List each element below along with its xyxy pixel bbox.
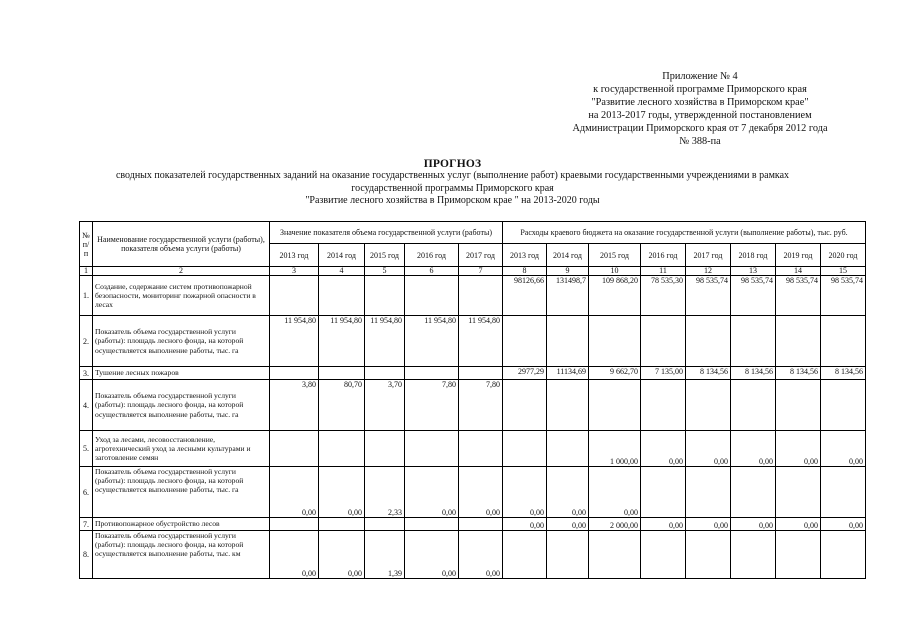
column-number: 8: [503, 267, 547, 276]
value-cell: [405, 367, 459, 380]
title-subtitle: сводных показателей государственных заданий на оказание государственных услуг (выполнение работ) краевыми государственными учреждениями в рамках: [115, 170, 790, 181]
row-number: 1.: [80, 276, 93, 316]
value-cell: 3,70: [365, 380, 405, 431]
value-cell: 0,00: [459, 531, 503, 579]
expense-cell: [503, 531, 547, 579]
expense-cell: 98126,66: [503, 276, 547, 316]
value-cell: 3,80: [270, 380, 319, 431]
expense-cell: [641, 316, 686, 367]
row-number: 7.: [80, 518, 93, 531]
title-main: ПРОГНОЗ: [423, 158, 482, 170]
expense-cell: 8 134,56: [821, 367, 866, 380]
row-name: Показатель объема государственной услуги (работы): площадь лесного фонда, на которой осуществляется выполнение работы, тыс. га: [93, 467, 270, 518]
header-value-year: 2017 год: [459, 244, 503, 267]
table-row: [80, 518, 866, 531]
column-number: 5: [365, 267, 405, 276]
appendix-line: к государственной программе Приморского края: [593, 84, 807, 95]
expense-cell: [731, 380, 776, 431]
header-expense-year: 2014 год: [547, 244, 589, 267]
forecast-table: [79, 221, 866, 579]
expense-cell: [821, 316, 866, 367]
expense-cell: [641, 531, 686, 579]
expense-cell: 0,00: [776, 518, 821, 531]
column-number-row: [80, 267, 866, 276]
value-cell: [319, 367, 365, 380]
expense-cell: [731, 531, 776, 579]
header-col-name: Наименование государственной услуги (работы), показателя объема услуги (работы): [93, 222, 270, 267]
value-cell: [405, 276, 459, 316]
value-cell: [270, 518, 319, 531]
expense-cell: 131498,7: [547, 276, 589, 316]
header-col-no: № п/п: [80, 222, 93, 267]
value-cell: 0,00: [405, 467, 459, 518]
row-number: 2.: [80, 316, 93, 367]
table-row: [80, 431, 866, 467]
column-number: 15: [821, 267, 866, 276]
appendix-line: № 388-па: [679, 136, 721, 147]
value-cell: 2,33: [365, 467, 405, 518]
expense-cell: [589, 316, 641, 367]
expense-cell: [821, 531, 866, 579]
column-number: 7: [459, 267, 503, 276]
header-value-year: 2013 год: [270, 244, 319, 267]
column-number: 4: [319, 267, 365, 276]
header-expense-year: 2019 год: [776, 244, 821, 267]
expense-cell: [547, 380, 589, 431]
expense-cell: [589, 380, 641, 431]
expense-cell: 8 134,56: [776, 367, 821, 380]
header-group-expense: Расходы краевого бюджета на оказание государственной услуги (выполнение работы), тыс. руб.: [503, 222, 866, 244]
expense-cell: 0,00: [821, 431, 866, 467]
expense-cell: 0,00: [589, 467, 641, 518]
row-number: 6.: [80, 467, 93, 518]
table-row: [80, 531, 866, 579]
expense-cell: 11134,69: [547, 367, 589, 380]
expense-cell: [776, 531, 821, 579]
header-expense-year: 2013 год: [503, 244, 547, 267]
expense-cell: [641, 380, 686, 431]
title-subtitle: "Развитие лесного хозяйства в Приморском крае " на 2013-2020 годы: [305, 195, 600, 206]
title-subtitle: государственной программы Приморского края: [351, 182, 554, 194]
expense-cell: 0,00: [641, 518, 686, 531]
value-cell: 11 954,80: [459, 316, 503, 367]
appendix-line: на 2013-2017 годы, утвержденной постановлением: [588, 110, 812, 121]
expense-cell: 9 662,70: [589, 367, 641, 380]
value-cell: [319, 276, 365, 316]
value-cell: 0,00: [270, 531, 319, 579]
value-cell: [319, 518, 365, 531]
expense-cell: [547, 531, 589, 579]
expense-cell: 8 134,56: [686, 367, 731, 380]
expense-cell: 0,00: [641, 431, 686, 467]
table-body: [80, 267, 866, 579]
table-row: [80, 276, 866, 316]
value-cell: [270, 431, 319, 467]
table-row: [80, 316, 866, 367]
value-cell: [365, 367, 405, 380]
expense-cell: 0,00: [503, 518, 547, 531]
expense-cell: 0,00: [686, 431, 731, 467]
row-name: Создание, содержание систем противопожарной безопасности, мониторинг пожарной опасности в лесах: [93, 276, 270, 316]
expense-cell: 7 135,00: [641, 367, 686, 380]
value-cell: [365, 431, 405, 467]
expense-cell: [821, 380, 866, 431]
value-cell: 11 954,80: [319, 316, 365, 367]
column-number: 6: [405, 267, 459, 276]
row-name: Показатель объема государственной услуги (работы): площадь лесного фонда, на которой осуществляется выполнение работы, тыс. га: [93, 380, 270, 431]
row-number: 5.: [80, 431, 93, 467]
expense-cell: 98 535,74: [731, 276, 776, 316]
value-cell: [365, 276, 405, 316]
expense-cell: [503, 380, 547, 431]
expense-cell: 0,00: [547, 467, 589, 518]
row-name: Показатель объема государственной услуги (работы): площадь лесного фонда, на которой осуществляется выполнение работы, тыс. га: [93, 316, 270, 367]
value-cell: 1,39: [365, 531, 405, 579]
appendix-line: "Развитие лесного хозяйства в Приморском крае": [591, 97, 809, 108]
row-name: Показатель объема государственной услуги (работы): площадь лесного фонда, на которой осуществляется выполнение работы, тыс. км: [93, 531, 270, 579]
expense-cell: [686, 380, 731, 431]
row-name: Противопожарное обустройство лесов: [93, 518, 270, 531]
expense-cell: 78 535,30: [641, 276, 686, 316]
expense-cell: [776, 467, 821, 518]
expense-cell: 0,00: [547, 518, 589, 531]
expense-cell: 1 000,00: [589, 431, 641, 467]
expense-cell: [503, 316, 547, 367]
value-cell: [459, 518, 503, 531]
value-cell: [459, 367, 503, 380]
row-name: Уход за лесами, лесовосстановление, агротехнический уход за лесными культурами и заготовление семян: [93, 431, 270, 467]
value-cell: 0,00: [319, 467, 365, 518]
value-cell: 7,80: [459, 380, 503, 431]
header-value-year: 2015 год: [365, 244, 405, 267]
expense-cell: 8 134,56: [731, 367, 776, 380]
value-cell: 0,00: [319, 531, 365, 579]
expense-cell: [731, 316, 776, 367]
column-number: 12: [686, 267, 731, 276]
row-number: 8.: [80, 531, 93, 579]
header-expense-year: 2016 год: [641, 244, 686, 267]
row-number: 3.: [80, 367, 93, 380]
expense-cell: [731, 467, 776, 518]
expense-cell: [503, 431, 547, 467]
value-cell: [459, 276, 503, 316]
header-expense-year: 2020 год: [821, 244, 866, 267]
value-cell: [405, 518, 459, 531]
expense-cell: [776, 316, 821, 367]
appendix-header: [540, 70, 860, 148]
expense-cell: [641, 467, 686, 518]
expense-cell: [547, 431, 589, 467]
row-name: Тушение лесных пожаров: [93, 367, 270, 380]
column-number: 1: [80, 267, 93, 276]
expense-cell: 98 535,74: [776, 276, 821, 316]
column-number: 3: [270, 267, 319, 276]
expense-cell: [686, 316, 731, 367]
value-cell: 11 954,80: [405, 316, 459, 367]
expense-cell: 2 000,00: [589, 518, 641, 531]
column-number: 13: [731, 267, 776, 276]
expense-cell: 0,00: [731, 431, 776, 467]
value-cell: 0,00: [270, 467, 319, 518]
column-number: 11: [641, 267, 686, 276]
header-expense-year: 2018 год: [731, 244, 776, 267]
expense-cell: [776, 380, 821, 431]
header-expense-year: 2017 год: [686, 244, 731, 267]
value-cell: 0,00: [459, 467, 503, 518]
expense-cell: 109 868,20: [589, 276, 641, 316]
appendix-line: Приложение № 4: [662, 71, 738, 82]
value-cell: 7,80: [405, 380, 459, 431]
expense-cell: 98 535,74: [686, 276, 731, 316]
value-cell: [319, 431, 365, 467]
expense-cell: [686, 467, 731, 518]
expense-cell: 2977,29: [503, 367, 547, 380]
value-cell: [459, 431, 503, 467]
value-cell: 11 954,80: [270, 316, 319, 367]
value-cell: 11 954,80: [365, 316, 405, 367]
expense-cell: [686, 531, 731, 579]
header-value-year: 2016 год: [405, 244, 459, 267]
table-row: [80, 467, 866, 518]
value-cell: [270, 367, 319, 380]
table-row: [80, 380, 866, 431]
header-group-value: Значение показателя объема государственной услуги (работы): [270, 222, 503, 244]
expense-cell: 0,00: [731, 518, 776, 531]
column-number: 9: [547, 267, 589, 276]
column-number: 10: [589, 267, 641, 276]
header-expense-year: 2015 год: [589, 244, 641, 267]
header-value-year: 2014 год: [319, 244, 365, 267]
expense-cell: [589, 531, 641, 579]
row-number: 4.: [80, 380, 93, 431]
expense-cell: 98 535,74: [821, 276, 866, 316]
column-number: 14: [776, 267, 821, 276]
expense-cell: [821, 467, 866, 518]
expense-cell: 0,00: [776, 431, 821, 467]
value-cell: [270, 276, 319, 316]
document-title: [0, 158, 905, 208]
column-number: 2: [93, 267, 270, 276]
expense-cell: 0,00: [821, 518, 866, 531]
expense-cell: 0,00: [503, 467, 547, 518]
expense-cell: [547, 316, 589, 367]
expense-cell: 0,00: [686, 518, 731, 531]
table-row: [80, 367, 866, 380]
appendix-line: Администрации Приморского края от 7 декабря 2012 года: [572, 123, 828, 134]
value-cell: 80,70: [319, 380, 365, 431]
value-cell: 0,00: [405, 531, 459, 579]
value-cell: [365, 518, 405, 531]
value-cell: [405, 431, 459, 467]
